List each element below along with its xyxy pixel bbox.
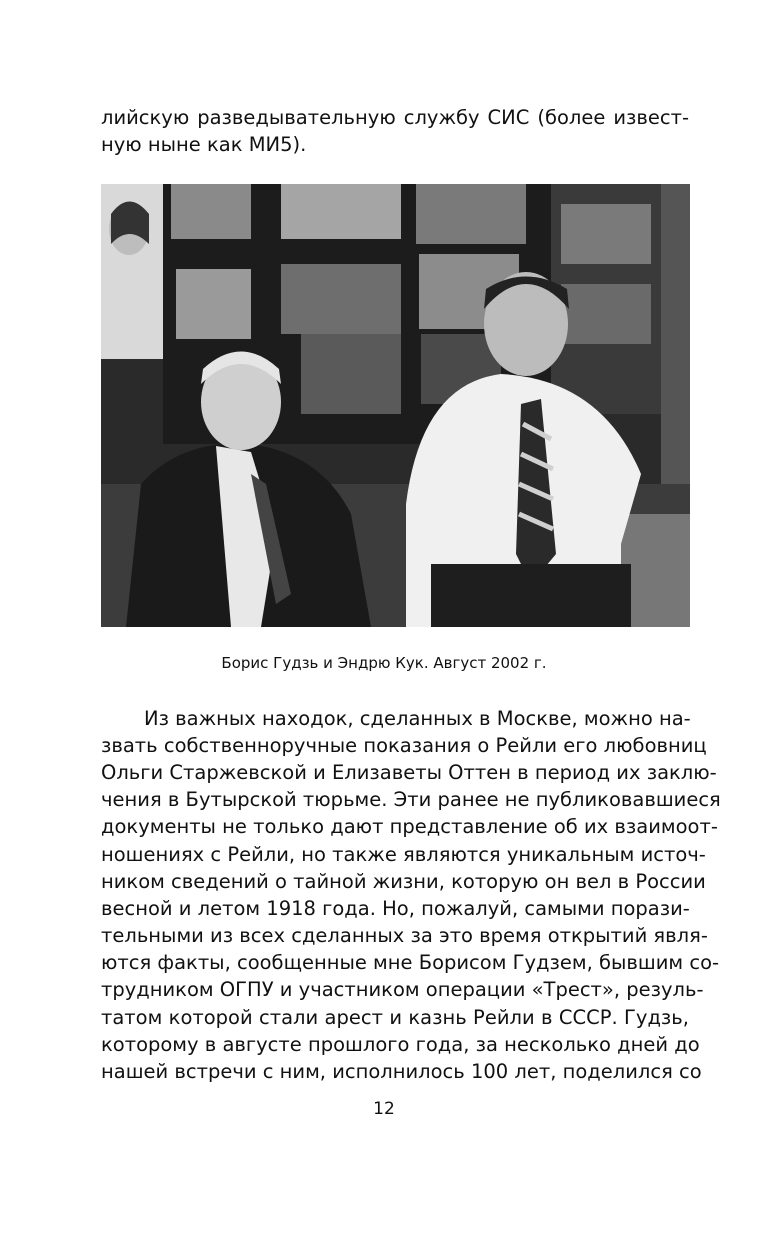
- text-line: ником сведений о тайной жизни, которую он вел в России: [101, 870, 706, 893]
- text-line: Ольги Старжевской и Елизаветы Оттен в период их заклю-: [101, 761, 717, 784]
- text-line: которому в августе прошлого года, за несколько дней до: [101, 1033, 700, 1056]
- text-line: нашей встречи с ним, исполнилось 100 лет, поделился со: [101, 1060, 702, 1083]
- text-line: лийскую разведывательную службу СИС (более извест-: [101, 106, 689, 129]
- text-line: звать собственноручные показания о Рейли его любовниц: [101, 734, 707, 757]
- text-line: татом которой стали арест и казнь Рейли в СССР. Гудзь,: [101, 1006, 689, 1029]
- photo: [101, 184, 690, 627]
- text-line: ношениях с Рейли, но также являются уникальным источ-: [101, 843, 706, 866]
- text-line: ную ныне как МИ5).: [101, 133, 307, 156]
- photo-caption: Борис Гудзь и Эндрю Кук. Август 2002 г.: [221, 654, 547, 672]
- text-line: весной и летом 1918 года. Но, пожалуй, самыми порази-: [101, 897, 690, 920]
- text-line: чения в Бутырской тюрьме. Эти ранее не публиковавшиеся: [101, 788, 721, 811]
- text-line: трудником ОГПУ и участником операции «Трест», резуль-: [101, 978, 704, 1001]
- text-line: Из важных находок, сделанных в Москве, можно на-: [144, 707, 691, 730]
- photo-two-men-bookshelf-icon: [101, 184, 690, 627]
- page-number: 12: [373, 1099, 395, 1119]
- text-line: ются факты, сообщенные мне Борисом Гудзем, бывшим со-: [101, 951, 720, 974]
- text-line: тельными из всех сделанных за это время открытий явля-: [101, 924, 708, 947]
- text-line: документы не только дают представление об их взаимоот-: [101, 815, 718, 838]
